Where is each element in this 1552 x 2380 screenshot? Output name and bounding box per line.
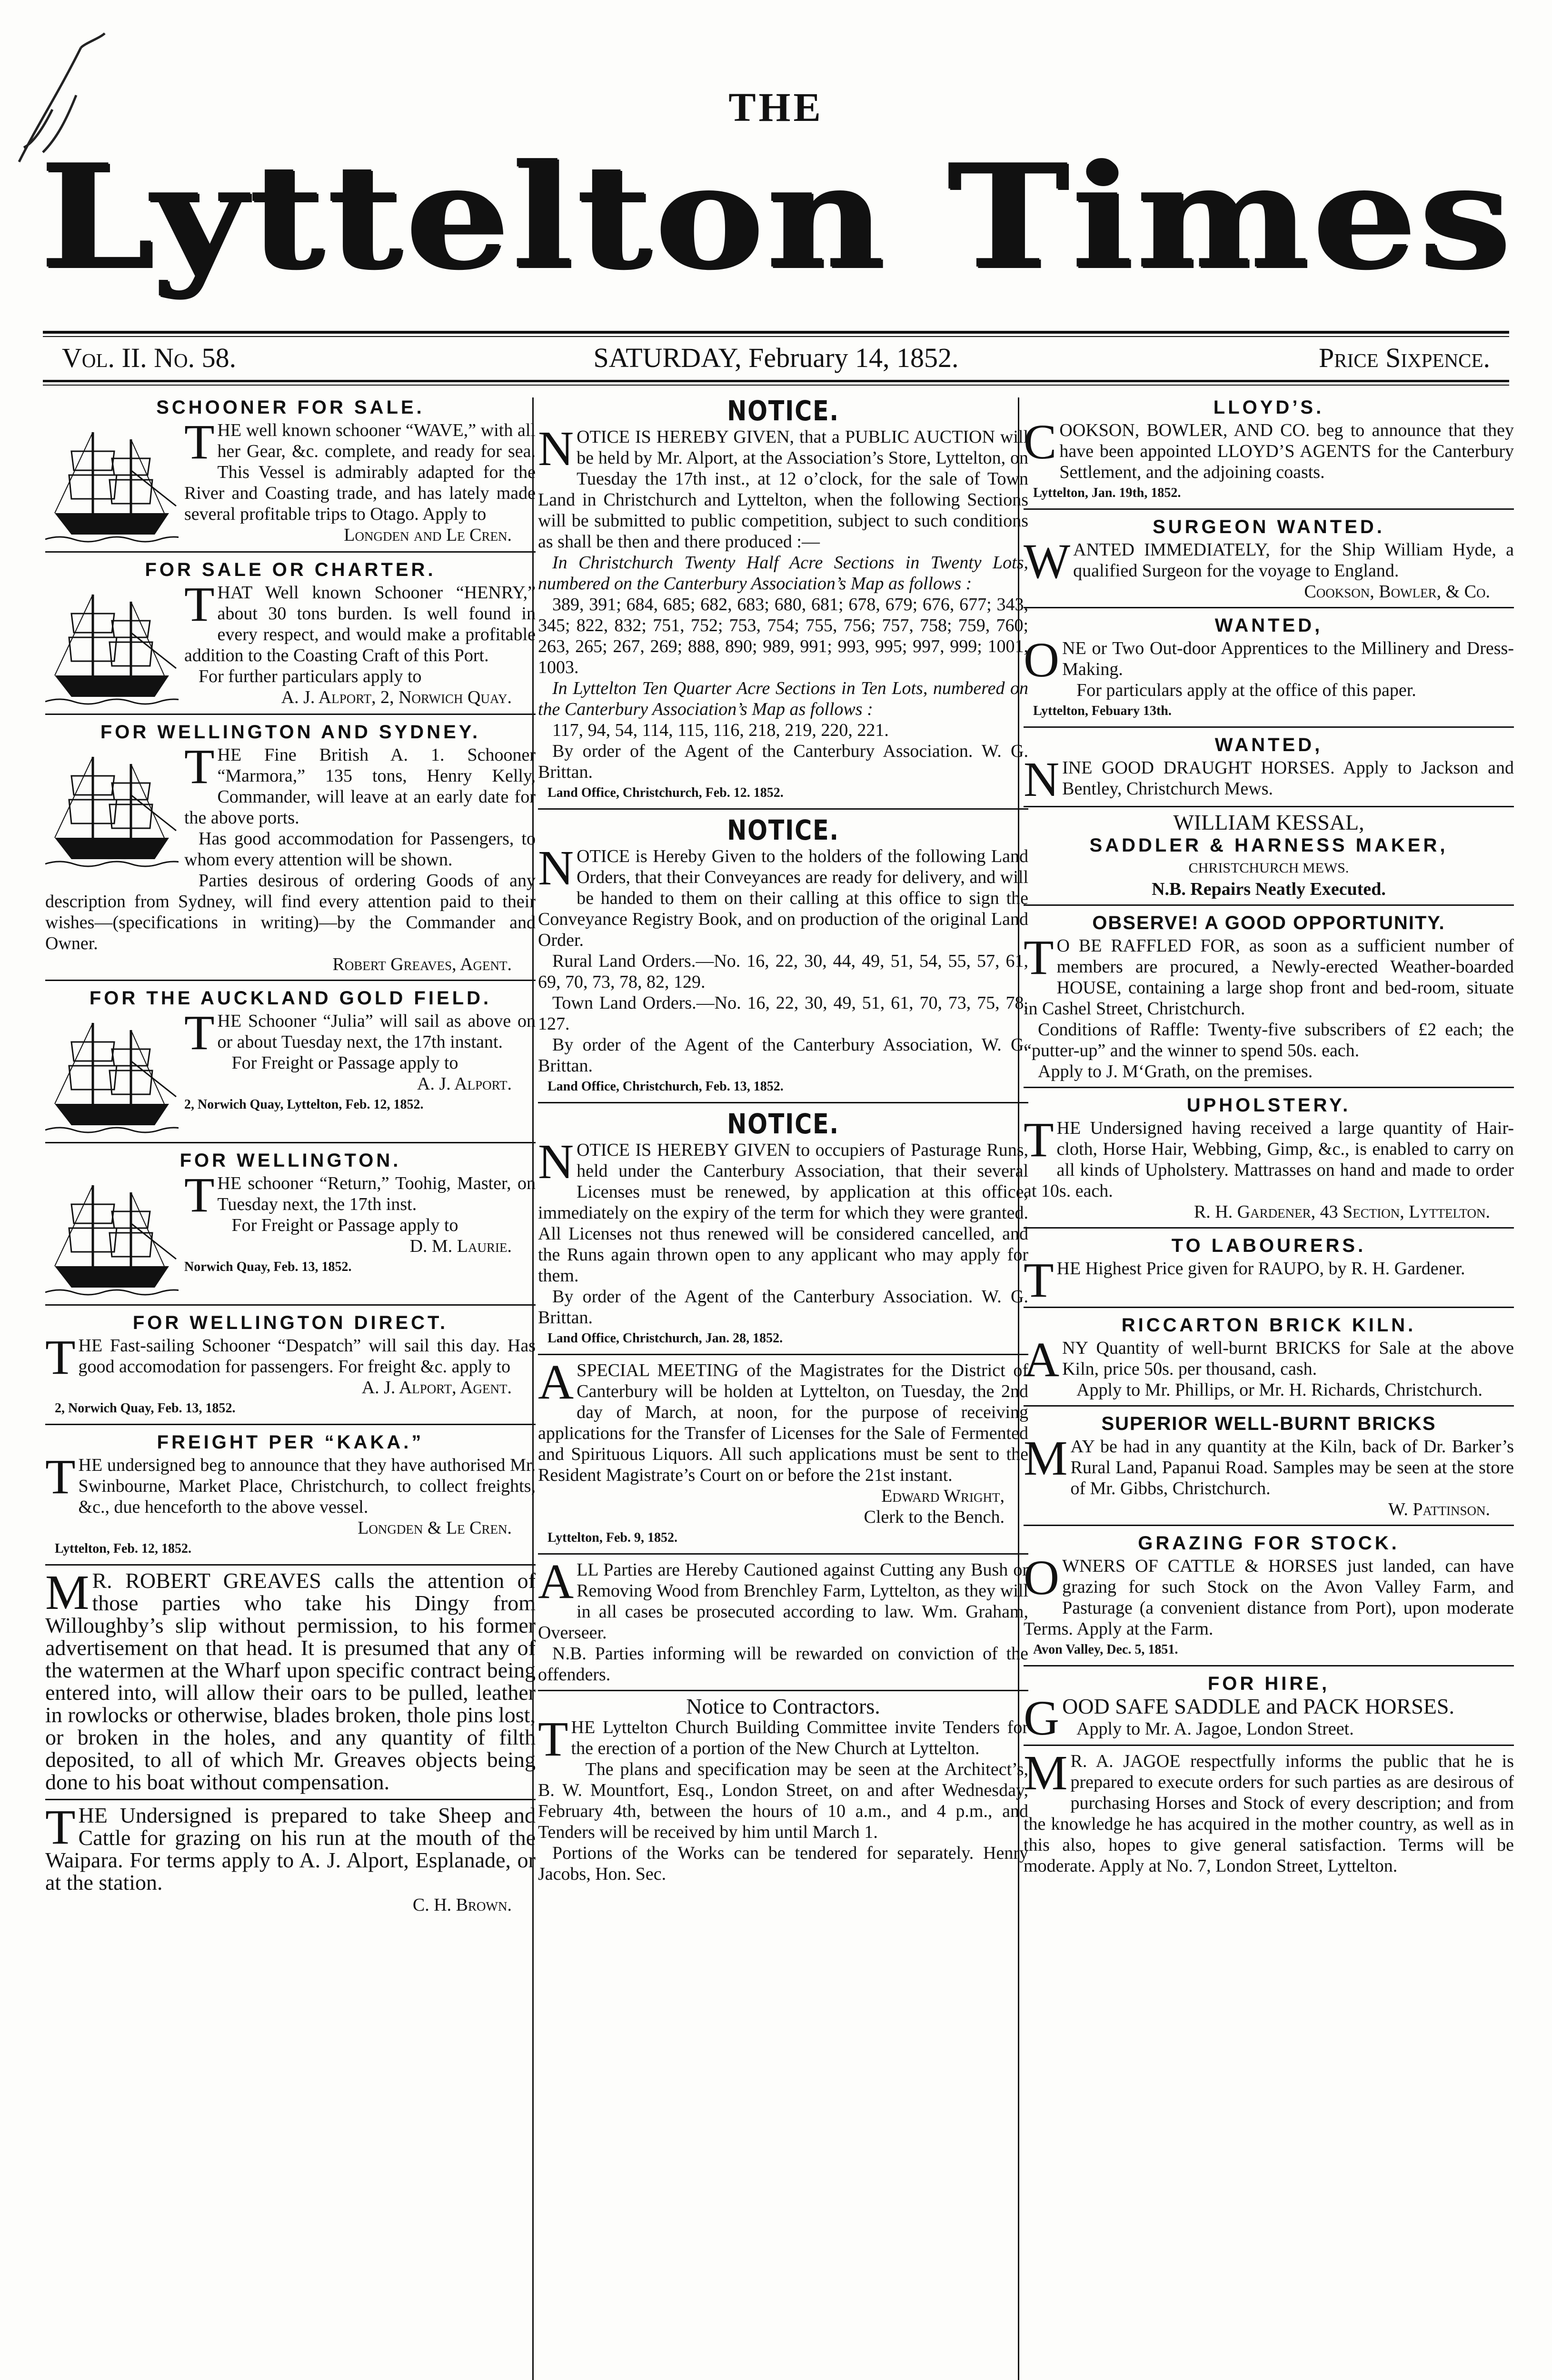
ad-heading: RICCARTON BRICK KILN. [1121, 1315, 1416, 1336]
drop-cap: N [538, 1134, 574, 1189]
ad-body: HE Highest Price given for RAUPO, by R. H. Gardener. [1056, 1259, 1465, 1279]
notice-body: 389, 391; 684, 685; 682, 683; 680, 681; 678, 679; 676, 677; 343, 345; 822, 832; 751, 752; 753, 754; 755, 756; 757, 758; 759, 760; 263, 265; 267, 269; 888, 890; 989, 991; 993, 995; 997, 999; 1001, 1003. [538, 595, 1028, 677]
ship-engraving-icon [45, 423, 179, 546]
ad-heading: FREIGHT PER “KAKA.” [157, 1432, 424, 1453]
ad-dateline: 2, Norwich Quay, Lyttelton, Feb. 12, 1852. [184, 1097, 424, 1112]
drop-cap: O [1024, 1550, 1060, 1605]
notice-signature: Edward Wright, [881, 1486, 1005, 1506]
ad-schooner-henry [45, 557, 536, 715]
notice-body: Rural Land Orders.—No. 16, 22, 30, 44, 49, 51, 54, 55, 57, 61, 69, 70, 73, 78, 82, 129. [538, 951, 1028, 992]
drop-cap: T [45, 1449, 76, 1504]
ad-body: For particulars apply at the office of this paper. [1076, 680, 1416, 700]
ad-body: HE Fine British A. 1. Schooner “Marmora,” 135 tons, Henry Kelly, Commander, will leave at an early date for the above ports. [184, 745, 536, 828]
drop-cap: T [538, 1712, 568, 1766]
ad-dateline: 2, Norwich Quay, Feb. 13, 1852. [55, 1401, 236, 1416]
notice-body: Town Land Orders.—No. 16, 22, 30, 49, 51, 61, 70, 73, 75, 78, 127. [538, 993, 1028, 1034]
ad-grazing-waipara [45, 1805, 536, 1920]
ad-riccarton-brick-kiln [1024, 1313, 1514, 1407]
dateline-rule-thin [43, 385, 1509, 386]
drop-cap: M [1024, 1431, 1068, 1486]
ad-heading: SUPERIOR WELL-BURNT BRICKS [1101, 1413, 1436, 1434]
ad-signature: Longden & Le Cren. [358, 1518, 512, 1538]
drop-cap: T [1024, 930, 1054, 985]
ad-heading: FOR HIRE, [1207, 1673, 1330, 1694]
ad-upholstery [1024, 1093, 1514, 1229]
notice-body: Portions of the Works can be tendered for separately. Henry Jacobs, Hon. Sec. [538, 1843, 1028, 1884]
ad-body: OOD SAFE SADDLE and PACK HORSES. [1062, 1694, 1454, 1718]
ad-freight-kaka [45, 1430, 536, 1566]
ad-body: NY Quantity of well-burnt BRICKS for Sale at the above Kiln, price 50s. per thousand, cash. [1062, 1338, 1514, 1379]
ad-body: HE Undersigned having received a large quantity of Hair-cloth, Horse Hair, Webbing, Gimp, &c., is enabled to carry on all kinds of Upholstery. Mattrasses on hand and made to order at 10s. each. [1024, 1118, 1514, 1201]
ad-heading: LLOYD’S. [1213, 397, 1324, 418]
drop-cap: T [1024, 1112, 1054, 1167]
ad-body: AY be had in any quantity at the Kiln, back of Dr. Barker’s Rural Land, Papanui Road. Samples may be seen at the store of Mr. Gibbs, Christchurch. [1070, 1437, 1514, 1498]
ad-name: WILLIAM KESSAL, [1173, 812, 1364, 834]
ad-wellington-return [45, 1148, 536, 1306]
ad-signature: A. J. Alport, 2, Norwich Quay. [281, 687, 512, 707]
drop-cap: M [1024, 1751, 1068, 1800]
notice-dateline: Land Office, Christchurch, Jan. 28, 1852. [547, 1331, 783, 1346]
drop-cap: T [184, 1168, 215, 1222]
ad-body: INE GOOD DRAUGHT HORSES. Apply to Jackson and Bentley, Christchurch Mews. [1062, 758, 1514, 799]
ad-body: Conditions of Raffle: Twenty-five subscribers of £2 each; the “putter-up” and the winner to spend 50s. each. [1024, 1020, 1514, 1061]
ad-wellington-direct [45, 1310, 536, 1425]
ad-auckland-gold-field [45, 986, 536, 1143]
ad-body: HE well known schooner “WAVE,” with all her Gear, &c. complete, and ready for sea. This Vessel is admirably adapted for the River and Coasting trade, and has lately made several profitable trips to Otago. Apply to [184, 420, 536, 524]
drop-cap: N [538, 421, 574, 476]
ad-signature: W. Pattinson. [1388, 1499, 1490, 1519]
ad-heading: FOR THE AUCKLAND GOLD FIELD. [89, 988, 492, 1009]
ad-heading: OBSERVE! A GOOD OPPORTUNITY. [1092, 912, 1445, 933]
ad-heading: FOR WELLINGTON. [179, 1150, 401, 1171]
ad-heading: SURGEON WANTED. [1153, 516, 1385, 537]
ad-schooner-wave [45, 395, 536, 553]
ad-greaves-dingy [45, 1570, 536, 1800]
ad-signature: R. H. Gardener, 43 Section, Lyttelton. [1194, 1202, 1490, 1222]
ad-body: Apply to J. M‘Grath, on the premises. [1038, 1061, 1313, 1081]
ad-wellington-sydney [45, 720, 536, 981]
ad-signature: C. H. Brown. [412, 1895, 512, 1915]
ad-body: R. ROBERT GREAVES calls the attention of those parties who take his Dingy from Willoughby’s slip without permission, to his former advertisement on that head. It is presumed that any of the watermen at the Wharf upon specific contract being entered into, will allow their oars to be pulled, leather in rowlocks or otherwise, blades broken, thole pins lost, or broken in the holes, and any quantity of filth deposited, to all of which Mr. Greaves objects being done to his boat without compensation. [45, 1570, 536, 1794]
ad-raffle-house [1024, 911, 1514, 1088]
notice-heading: NOTICE. [727, 814, 839, 846]
ad-body: Parties desirous of ordering Goods of any description from Sydney, will find every attention paid to their wishes—(specifications in writing)—by the Commander and Owner. [45, 871, 536, 953]
masthead-rule-top-thin [43, 336, 1509, 337]
ad-body: HE Schooner “Julia” will sail as above on or about Tuesday next, the 17th instant. [217, 1011, 536, 1052]
masthead-the: THE [728, 84, 824, 130]
notice-body: In Christchurch Twenty Half Acre Sections in Twenty Lots, numbered on the Canterbury Association’s Map as follows : [538, 553, 1028, 594]
ad-body: R. A. JAGOE respectfully informs the public that he is prepared to execute orders for such parties as are desirous of purchasing Horses and Stock of every description; and from the knowledge he has acquired in the mother country, as well as in this also, hopes to give general satisfaction. Terms will be moderate. Apply at No. 7, London Street, Lyttelton. [1024, 1751, 1514, 1876]
ad-heading: WANTED, [1214, 615, 1323, 636]
drop-cap: M [45, 1570, 90, 1620]
drop-cap: T [184, 577, 215, 632]
drop-cap: W [1024, 534, 1071, 589]
ad-dateline: Lyttelton, Febuary 13th. [1033, 704, 1172, 718]
ad-body: WNERS OF CATTLE & HORSES just landed, can have grazing for such Stock on the Avon Valley Farm, and Pasturage (a convenient distance from Port), upon moderate Terms. Apply at the Farm. [1024, 1556, 1514, 1639]
ad-body: NE or Two Out-door Apprentices to the Millinery and Dress-Making. [1062, 638, 1514, 679]
ad-horses-for-hire [1024, 1671, 1514, 1746]
notice-body: N.B. Parties informing will be rewarded on conviction of the offenders. [538, 1644, 1028, 1685]
ad-signature: Cookson, Bowler, & Co. [1304, 582, 1490, 602]
drop-cap: N [1024, 752, 1060, 807]
ad-william-kessal [1024, 812, 1514, 906]
ad-grazing-for-stock [1024, 1531, 1514, 1666]
column-3 [1024, 395, 1514, 2380]
notice-special-meeting [538, 1360, 1028, 1555]
drop-cap: T [45, 1805, 76, 1854]
ad-heading: FOR WELLINGTON DIRECT. [132, 1312, 448, 1333]
notice-body: The plans and specification may be seen at the Architect’s, B. W. Mountfort, Esq., London Street, on and after Wednesday, February 4th, between the hours of 10 a.m., and 4 p.m., and Tenders will be received by him until March 1. [538, 1759, 1028, 1842]
notice-body: By order of the Agent of the Canterbury Association. W. G. Brittan. [538, 741, 1028, 782]
ad-body: HE Fast-sailing Schooner “Despatch” will sail this day. Has good accomodation for passengers. For freight &c. apply to [78, 1336, 536, 1377]
notice-body: OTICE IS HEREBY GIVEN, that a PUBLIC AUCTION will be held by Mr. Alport, at the Association’s Store, Lyttelton, on Tuesday the 17th inst., at 12 o’clock, for the sale of Town Land in Christchurch and Lyttelton, when the following Sections will be submitted to public competition, subject to such conditions as shall be then and there produced :— [538, 427, 1028, 552]
ad-body: OOKSON, BOWLER, AND CO. beg to announce that they have been appointed LLOYD’S AGENTS for the Canterbury Settlement, and the adjoining coasts. [1059, 420, 1514, 482]
notice-caution-bush [538, 1559, 1028, 1691]
notice-body: SPECIAL MEETING of the Magistrates for the District of Canterbury will be holden at Lyttelton, on Tuesday, the 2nd day of March, at noon, for the purpose of receiving applications for the Transfer of Licenses for the Sale of Fermented and Spirituous Liquors. All such applications must be sent to the Resident Magistrate’s Court on or before the 21st instant. [538, 1360, 1028, 1485]
notice-dateline: Lyttelton, Feb. 9, 1852. [547, 1530, 677, 1545]
ad-body: For further particulars apply to [199, 666, 422, 686]
price: Price Sixpence. [1318, 342, 1490, 373]
ad-heading: TO LABOURERS. [1171, 1235, 1366, 1256]
ad-body: Has good accommodation for Passengers, to whom every attention will be shown. [184, 829, 536, 870]
ad-jagoe-horses [1024, 1751, 1514, 1881]
ad-signature: A. J. Alport, Agent. [361, 1378, 512, 1398]
ad-signature: D. M. Laurie. [409, 1236, 512, 1256]
ad-body: For Freight or Passage apply to [231, 1053, 458, 1073]
notice-body: OTICE is Hereby Given to the holders of the following Land Orders, that their Conveyances are ready for delivery, and will be handed to them on their calling at this office to sign the Conveyance Registry Book, and on production of the original Land Order. [538, 846, 1028, 950]
ad-body: For Freight or Passage apply to [231, 1215, 458, 1235]
notice-dateline: Land Office, Christchurch, Feb. 12. 1852. [547, 785, 784, 800]
notice-body: LL Parties are Hereby Cautioned against Cutting any Bush or Removing Wood from Brenchley Farm, Lyttelton, as they will in all cases be prosecuted according to law. Wm. Graham, Overseer. [538, 1560, 1028, 1643]
drop-cap: G [1024, 1691, 1060, 1745]
notice-dateline: Land Office, Christchurch, Feb. 13, 1852. [547, 1079, 784, 1094]
dateline [43, 342, 1509, 375]
drop-cap: A [1024, 1332, 1060, 1387]
ad-dateline: Avon Valley, Dec. 5, 1851. [1033, 1642, 1178, 1657]
drop-cap: T [184, 1005, 215, 1060]
ad-apprentices-wanted [1024, 613, 1514, 728]
ad-draught-horses [1024, 733, 1514, 807]
column-2 [538, 395, 1028, 2380]
drop-cap: A [538, 1559, 574, 1609]
notice-body: By order of the Agent of the Canterbury Association, W. G. Brittan. [538, 1035, 1028, 1076]
masthead-rule-top [43, 331, 1509, 334]
ad-signature: A. J. Alport. [417, 1074, 512, 1094]
drop-cap: N [538, 841, 574, 895]
ad-well-burnt-bricks [1024, 1411, 1514, 1526]
ad-heading: FOR SALE OR CHARTER. [145, 559, 436, 580]
notice-land-orders [538, 814, 1028, 1103]
ad-note: N.B. Repairs Neatly Executed. [1152, 879, 1386, 899]
ad-to-labourers [1024, 1233, 1514, 1308]
notice-heading: NOTICE. [727, 395, 839, 427]
ship-engraving-icon [45, 1013, 179, 1137]
masthead-title: Lyttelton Times [39, 132, 1513, 300]
notice-heading: Notice to Contractors. [686, 1696, 880, 1718]
ship-engraving-icon [45, 1176, 179, 1299]
notice-body: HE Lyttelton Church Building Committee invite Tenders for the erection of a portion of the New Church at Lyttelton. [571, 1717, 1028, 1758]
drop-cap: C [1024, 415, 1057, 469]
notice-body: In Lyttelton Ten Quarter Acre Sections in Ten Lots, numbered on the Canterbury Association’s Map as follows : [538, 678, 1028, 719]
notice-pasturage-runs [538, 1108, 1028, 1355]
drop-cap: T [184, 739, 215, 794]
dateline-rule [43, 380, 1509, 382]
drop-cap: T [45, 1330, 76, 1385]
ad-place: CHRISTCHURCH MEWS. [1188, 860, 1349, 876]
ad-body: Apply to Mr. Phillips, or Mr. H. Richards, Christchurch. [1076, 1380, 1482, 1400]
volume-number: Vol. II. No. 58. [62, 342, 237, 373]
column-1 [45, 395, 536, 2380]
ad-signature: Longden and Le Cren. [344, 525, 512, 545]
ad-heading: FOR WELLINGTON AND SYDNEY. [100, 722, 481, 743]
notice-contractors [538, 1696, 1028, 1889]
ad-trade: SADDLER & HARNESS MAKER, [1089, 835, 1448, 856]
ad-heading: UPHOLSTERY. [1186, 1095, 1351, 1116]
drop-cap: O [1024, 633, 1060, 687]
ad-heading: WANTED, [1214, 734, 1323, 755]
ship-engraving-icon [45, 585, 179, 709]
ad-dateline: Norwich Quay, Feb. 13, 1852. [184, 1259, 352, 1274]
notice-public-auction [538, 395, 1028, 810]
drop-cap: T [184, 415, 215, 469]
issue-date: SATURDAY, February 14, 1852. [593, 342, 959, 373]
ad-surgeon-wanted [1024, 515, 1514, 608]
ad-lloyds [1024, 395, 1514, 510]
ad-signature: Robert Greaves, Agent. [332, 954, 512, 974]
ship-engraving-icon [45, 747, 179, 871]
ad-heading: GRAZING FOR STOCK. [1138, 1533, 1400, 1554]
ad-body: Apply to Mr. A. Jagoe, London Street. [1076, 1719, 1354, 1739]
ad-body: HE schooner “Return,” Toohig, Master, on Tuesday next, the 17th inst. [217, 1173, 536, 1214]
ad-body: O BE RAFFLED FOR, as soon as a sufficient number of members are procured, a Newly-erected Weather-boarded HOUSE, containing a large shop front and bed-room, situate in Cashel Street, Christchurch. [1024, 936, 1514, 1019]
notice-signature-title: Clerk to the Bench. [864, 1507, 1005, 1527]
drop-cap: T [1024, 1253, 1054, 1308]
notice-body: OTICE IS HEREBY GIVEN to occupiers of Pasturage Runs, held under the Canterbury Association, that their several Licenses must be renewed, by application at this office, immediately on the expiry of the term for which they were granted. All Licenses not thus renewed will be considered cancelled, and the Runs again thrown open to any applicant who may apply for them. [538, 1140, 1028, 1286]
ad-body: HAT Well known Schooner “HENRY,” about 30 tons burden. Is well found in every respect, and would make a profitable addition to the Coasting Craft of this Port. [184, 583, 536, 665]
ad-body: ANTED IMMEDIATELY, for the Ship William Hyde, a qualified Surgeon for the voyage to England. [1073, 540, 1514, 581]
ad-heading: SCHOONER FOR SALE. [156, 397, 425, 418]
ad-body: HE undersigned beg to announce that they have authorised Mr. Swinbourne, Market Place, Christchurch, to collect freights, &c., due henceforth to the above vessel. [78, 1455, 536, 1517]
notice-body: By order of the Agent of the Canterbury Association. W. G. Brittan. [538, 1287, 1028, 1328]
ad-dateline: Lyttelton, Feb. 12, 1852. [55, 1541, 191, 1556]
ad-dateline: Lyttelton, Jan. 19th, 1852. [1033, 486, 1181, 500]
drop-cap: A [538, 1360, 574, 1409]
notice-body: 117, 94, 54, 114, 115, 116, 218, 219, 220, 221. [552, 720, 889, 740]
notice-heading: NOTICE. [727, 1108, 839, 1140]
ad-body: HE Undersigned is prepared to take Sheep and Cattle for grazing on his run at the mouth of the Waipara. For terms apply to A. J. Alport, Esplanade, or at the station. [45, 1805, 536, 1894]
